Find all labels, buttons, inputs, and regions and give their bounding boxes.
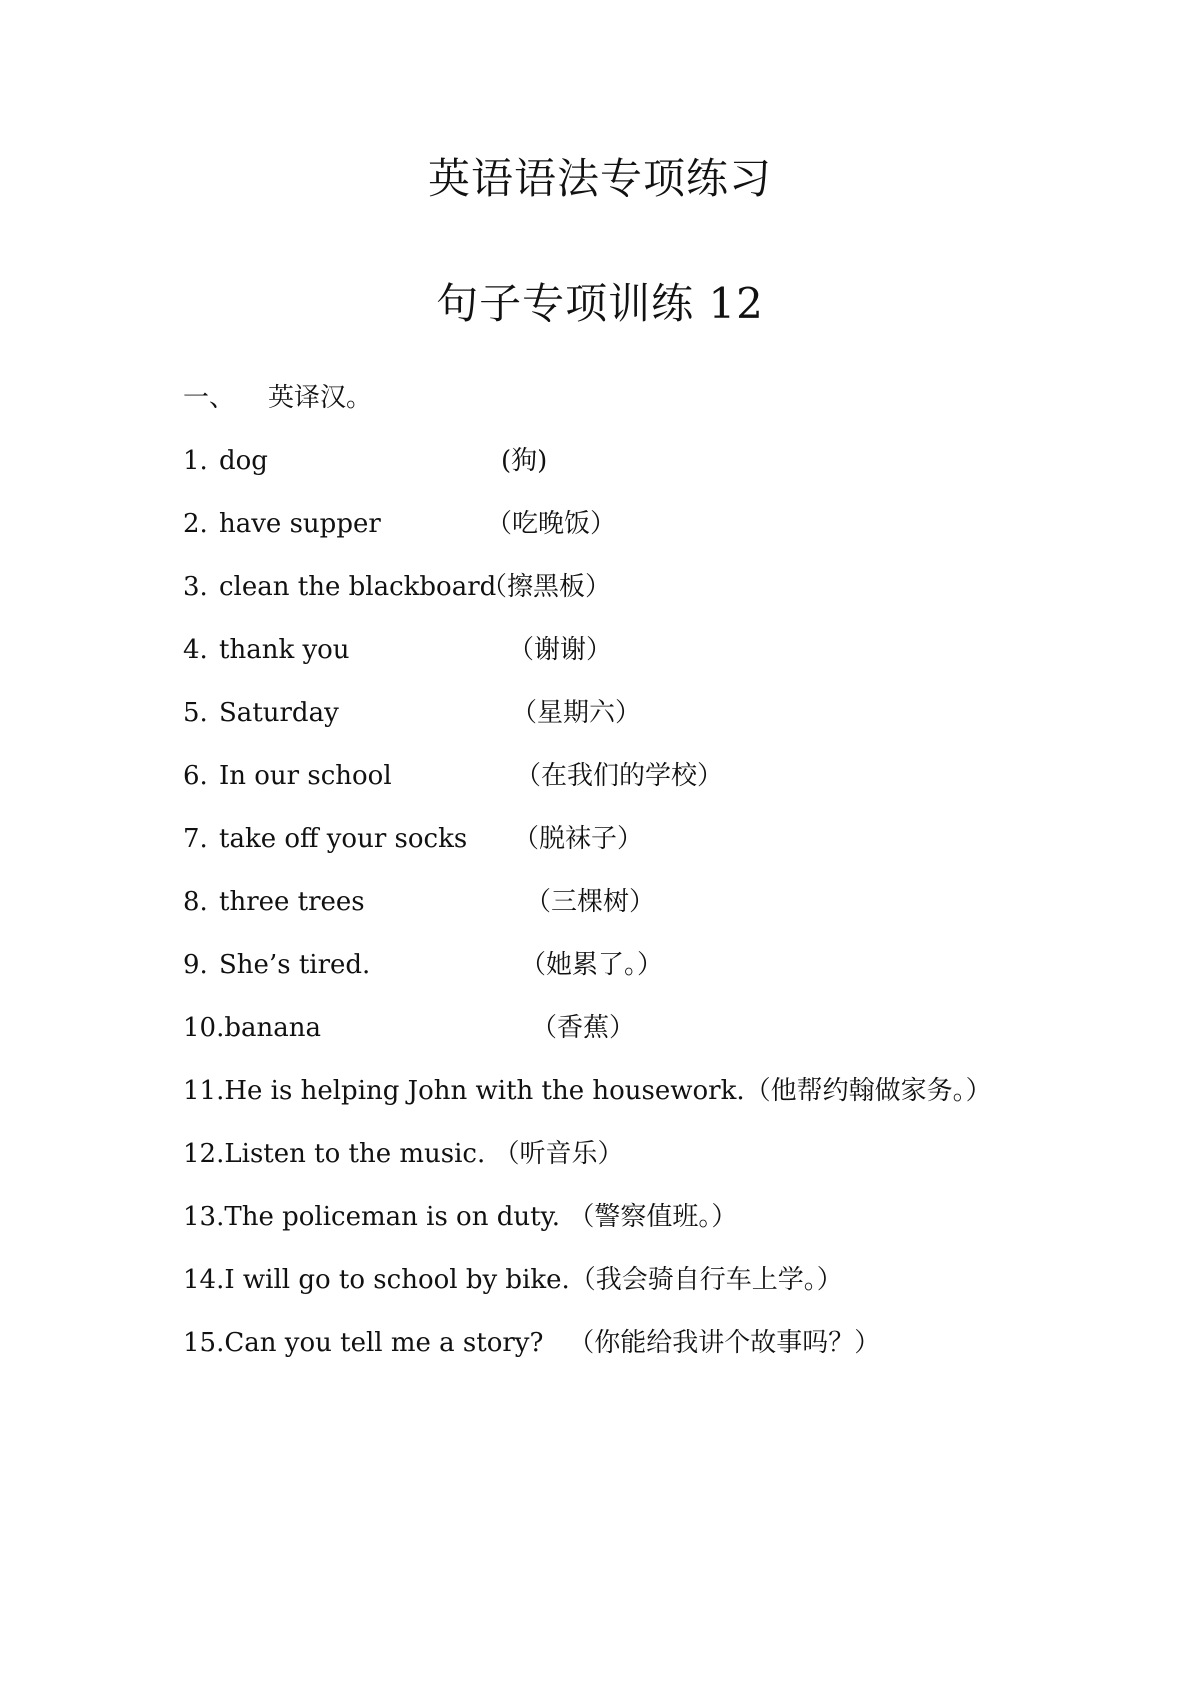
list-item: [183, 698, 642, 728]
section-label: 英译汉。: [268, 383, 373, 413]
item-chinese: （在我们的学校）: [515, 761, 724, 791]
list-item: [183, 950, 664, 980]
item-number: 13.: [183, 1202, 225, 1232]
item-chinese: （她累了。）: [520, 950, 664, 980]
item-english: He is helping John with the housework.: [224, 1076, 745, 1106]
item-chinese: （吃晚饭）: [486, 509, 617, 539]
list-item: [183, 761, 724, 791]
list-item: [183, 1330, 880, 1356]
item-number: 11.: [183, 1076, 225, 1106]
item-english: Can you tell me a story?: [224, 1328, 544, 1358]
list-item: [183, 635, 613, 665]
item-number: 5.: [183, 698, 208, 728]
list-item: [183, 824, 644, 854]
item-number: 10.: [183, 1013, 225, 1043]
list-item: [183, 509, 617, 539]
item-english: clean the blackboard: [219, 572, 497, 602]
item-number: 6.: [183, 761, 208, 791]
section-heading: [183, 385, 372, 411]
item-chinese: （他帮约翰做家务。）: [744, 1076, 992, 1106]
item-english: banana: [224, 1013, 321, 1043]
list-item: [183, 1267, 843, 1293]
item-english: have supper: [219, 509, 381, 539]
item-number: 9.: [183, 950, 208, 980]
item-number: 7.: [183, 824, 208, 854]
page-subtitle: 句子专项训练 12: [436, 279, 764, 328]
item-chinese: （警察值班。）: [568, 1202, 738, 1232]
item-english: She’s tired.: [219, 950, 371, 980]
item-english: In our school: [219, 761, 392, 791]
section-mark: 一、: [183, 383, 236, 413]
item-chinese: （脱袜子）: [513, 824, 644, 854]
item-english: three trees: [219, 887, 365, 917]
item-chinese: （香蕉）: [531, 1013, 636, 1043]
item-english: Saturday: [219, 698, 339, 728]
page-title: 英语语法专项练习: [427, 154, 772, 203]
list-item: [183, 887, 656, 917]
item-number: 1.: [183, 446, 208, 476]
item-english: I will go to school by bike.: [224, 1265, 570, 1295]
item-english: thank you: [219, 635, 350, 665]
item-english: dog: [219, 446, 268, 476]
item-number: 3.: [183, 572, 208, 602]
item-chinese: (狗): [501, 446, 548, 476]
item-chinese: （星期六）: [511, 698, 642, 728]
item-number: 4.: [183, 635, 208, 665]
item-chinese: （我会骑自行车上学。）: [569, 1265, 843, 1295]
item-chinese: （谢谢）: [508, 635, 613, 665]
item-number: 15.: [183, 1328, 225, 1358]
list-item: [183, 572, 612, 602]
item-english: take off your socks: [219, 824, 468, 854]
item-english: Listen to the music.: [224, 1139, 486, 1169]
item-chinese: （三棵树）: [525, 887, 656, 917]
item-number: 8.: [183, 887, 208, 917]
list-item: [183, 1078, 992, 1104]
list-item: [183, 1013, 636, 1043]
item-chinese: （你能给我讲个故事吗？）: [568, 1328, 881, 1358]
item-chinese: （听音乐）: [493, 1139, 624, 1169]
item-number: 12.: [183, 1139, 225, 1169]
list-item: [183, 1141, 624, 1167]
item-number: 14.: [183, 1265, 225, 1295]
item-number: 2.: [183, 509, 208, 539]
item-chinese: （擦黑板）: [481, 572, 612, 602]
item-english: The policeman is on duty.: [224, 1202, 561, 1232]
list-item: [183, 446, 548, 476]
list-item: [183, 1204, 737, 1230]
